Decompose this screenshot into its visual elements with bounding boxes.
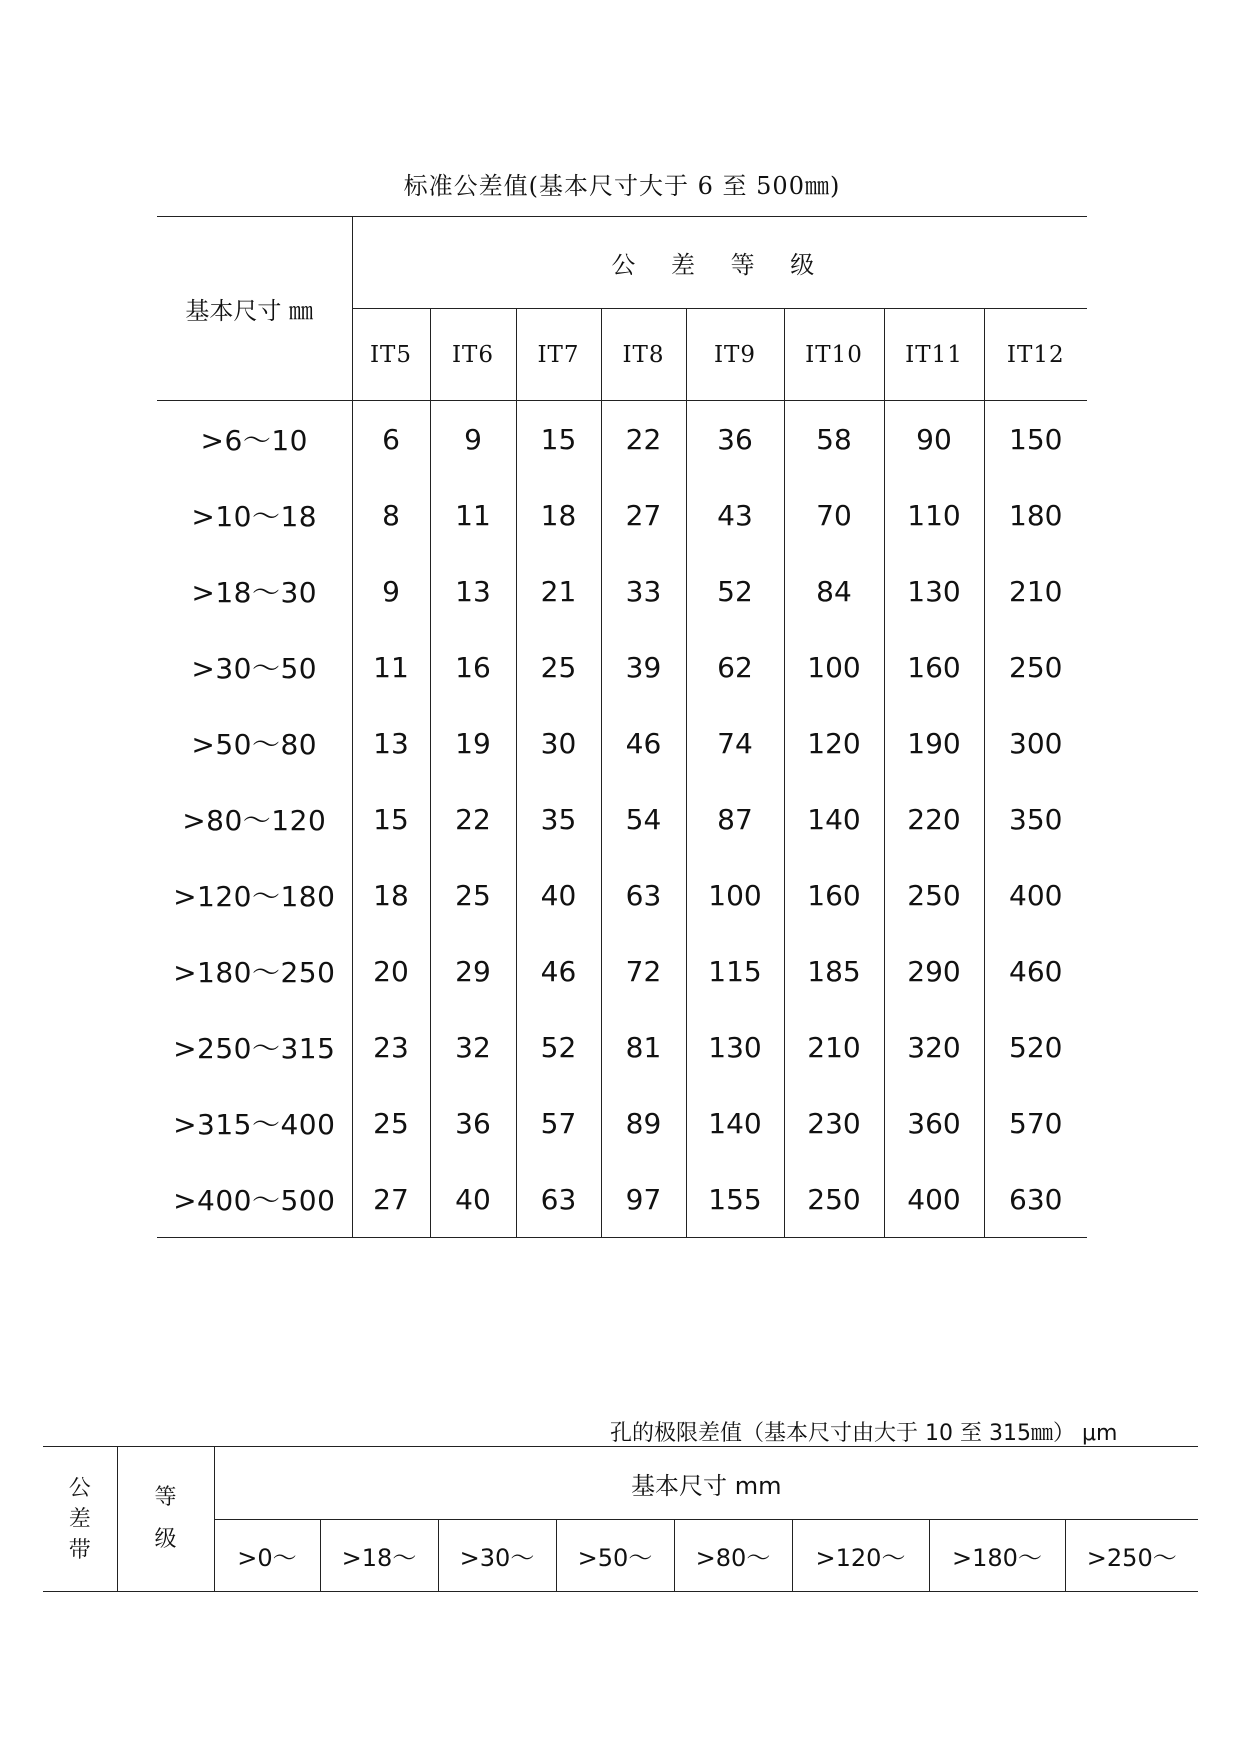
tolerance-value-cell: 210	[784, 1009, 884, 1085]
row-size-label: >250～315	[173, 1032, 336, 1065]
table-row	[157, 629, 1087, 705]
tolerance-value-cell: 21	[516, 553, 601, 629]
tolerance-value-cell: 360	[884, 1085, 984, 1161]
tolerance-value-cell: 23	[352, 1009, 430, 1085]
tolerance-value-cell: 400	[984, 857, 1087, 933]
tolerance-value-cell: 250	[784, 1161, 884, 1238]
tolerance-value-cell: 19	[430, 705, 516, 781]
row-size-label: >180～250	[173, 956, 336, 989]
tolerance-value-cell: 32	[430, 1009, 516, 1085]
row-size-label: >18～30	[191, 576, 318, 609]
table-row	[157, 477, 1087, 553]
tolerance-value-cell: 40	[430, 1161, 516, 1238]
tolerance-value-cell: 230	[784, 1085, 884, 1161]
tolerance-value-cell: 9	[430, 401, 516, 478]
tolerance-value-cell: 155	[686, 1161, 784, 1238]
tolerance-value-cell: 130	[884, 553, 984, 629]
row-size-label: >80～120	[182, 804, 327, 837]
tolerance-value-cell: 160	[884, 629, 984, 705]
size-range-header: >0～	[214, 1520, 320, 1592]
table2-title: 孔的极限差值（基本尺寸由大于 10 至 315㎜） μm	[610, 1421, 1118, 1446]
table-row	[157, 401, 1087, 478]
tolerance-value-cell: 84	[784, 553, 884, 629]
size-range-header: >30～	[438, 1520, 556, 1592]
table-row	[157, 933, 1087, 1009]
tolerance-value-cell: 210	[984, 553, 1087, 629]
tolerance-value-cell: 300	[984, 705, 1087, 781]
tolerance-value-cell: 63	[516, 1161, 601, 1238]
tolerance-value-cell: 150	[984, 401, 1087, 478]
tolerance-value-cell: 72	[601, 933, 686, 1009]
tolerance-value-cell: 52	[516, 1009, 601, 1085]
row-size-label: >30～50	[191, 652, 318, 685]
tolerance-value-cell: 220	[884, 781, 984, 857]
tolerance-band-header: 公 差 带	[43, 1447, 117, 1592]
row-size-label: >120～180	[173, 880, 336, 913]
basic-size-header: 基本尺寸 ㎜	[157, 217, 352, 401]
hole-limit-deviation-table	[43, 1446, 1198, 1592]
tolerance-value-cell: 250	[884, 857, 984, 933]
tolerance-value-cell: 9	[352, 553, 430, 629]
tolerance-value-cell: 25	[430, 857, 516, 933]
tolerance-value-cell: 63	[601, 857, 686, 933]
tolerance-value-cell: 100	[784, 629, 884, 705]
tolerance-value-cell: 630	[984, 1161, 1087, 1238]
tolerance-value-cell: 30	[516, 705, 601, 781]
tolerance-value-cell: 57	[516, 1085, 601, 1161]
tolerance-value-cell: 52	[686, 553, 784, 629]
table-row	[157, 553, 1087, 629]
tolerance-value-cell: 43	[686, 477, 784, 553]
tolerance-value-cell: 62	[686, 629, 784, 705]
tolerance-value-cell: 39	[601, 629, 686, 705]
row-size-label: >50～80	[191, 728, 318, 761]
tolerance-value-cell: 120	[784, 705, 884, 781]
tolerance-value-cell: 350	[984, 781, 1087, 857]
tolerance-value-cell: 18	[516, 477, 601, 553]
tolerance-table-body	[157, 401, 1087, 1238]
tolerance-value-cell: 25	[516, 629, 601, 705]
grade-header-it5: IT5	[352, 309, 430, 401]
tolerance-value-cell: 18	[352, 857, 430, 933]
table-row	[157, 781, 1087, 857]
tolerance-value-cell: 33	[601, 553, 686, 629]
size-range-header: >120～	[792, 1520, 929, 1592]
tolerance-value-cell: 16	[430, 629, 516, 705]
tolerance-value-cell: 40	[516, 857, 601, 933]
tolerance-value-cell: 36	[686, 401, 784, 478]
tolerance-value-cell: 180	[984, 477, 1087, 553]
grade-header-it8: IT8	[601, 309, 686, 401]
grade-header-it7: IT7	[516, 309, 601, 401]
tolerance-value-cell: 58	[784, 401, 884, 478]
tolerance-value-cell: 400	[884, 1161, 984, 1238]
tolerance-value-cell: 13	[352, 705, 430, 781]
size-range-header: >50～	[556, 1520, 674, 1592]
size-range-header: >18～	[320, 1520, 438, 1592]
tolerance-value-cell: 460	[984, 933, 1087, 1009]
tolerance-value-cell: 110	[884, 477, 984, 553]
tolerance-value-cell: 36	[430, 1085, 516, 1161]
tolerance-value-cell: 54	[601, 781, 686, 857]
tolerance-value-cell: 11	[430, 477, 516, 553]
tolerance-value-cell: 140	[686, 1085, 784, 1161]
tolerance-value-cell: 140	[784, 781, 884, 857]
standard-tolerance-table	[157, 216, 1087, 1238]
table1-title: 标准公差值(基本尺寸大于 6 至 500㎜)	[403, 172, 841, 200]
tolerance-value-cell: 29	[430, 933, 516, 1009]
size-range-header: >180～	[929, 1520, 1065, 1592]
tolerance-value-cell: 100	[686, 857, 784, 933]
tolerance-value-cell: 570	[984, 1085, 1087, 1161]
tolerance-value-cell: 15	[516, 401, 601, 478]
grade-header-it10: IT10	[784, 309, 884, 401]
tolerance-grade-header: 公 差 等 级	[352, 217, 1087, 309]
tolerance-value-cell: 8	[352, 477, 430, 553]
grade-header-it6: IT6	[430, 309, 516, 401]
tolerance-value-cell: 190	[884, 705, 984, 781]
row-size-label: >400～500	[157, 1161, 352, 1238]
grade-header-it11: IT11	[884, 309, 984, 401]
tolerance-value-cell: 46	[516, 933, 601, 1009]
table-row	[157, 857, 1087, 933]
tolerance-value-cell: 35	[516, 781, 601, 857]
row-size-label: >6～10	[200, 424, 308, 457]
tolerance-value-cell: 46	[601, 705, 686, 781]
tolerance-value-cell: 74	[686, 705, 784, 781]
tolerance-value-cell: 160	[784, 857, 884, 933]
tolerance-value-cell: 89	[601, 1085, 686, 1161]
table-row	[157, 1009, 1087, 1085]
tolerance-value-cell: 20	[352, 933, 430, 1009]
grade-header-it9: IT9	[686, 309, 784, 401]
tolerance-value-cell: 13	[430, 553, 516, 629]
tolerance-value-cell: 130	[686, 1009, 784, 1085]
size-range-header: >250～	[1065, 1520, 1198, 1592]
tolerance-value-cell: 520	[984, 1009, 1087, 1085]
row-size-label: >10～18	[191, 500, 318, 533]
table-row	[157, 705, 1087, 781]
tolerance-value-cell: 15	[352, 781, 430, 857]
row-size-label: >315～400	[173, 1108, 336, 1141]
tolerance-value-cell: 6	[352, 401, 430, 478]
tolerance-value-cell: 22	[601, 401, 686, 478]
tolerance-value-cell: 70	[784, 477, 884, 553]
tolerance-value-cell: 320	[884, 1009, 984, 1085]
basic-size-header-2: 基本尺寸 mm	[214, 1447, 1198, 1520]
tolerance-value-cell: 115	[686, 933, 784, 1009]
table-row	[157, 1085, 1087, 1161]
tolerance-value-cell: 97	[601, 1161, 686, 1238]
table-row	[157, 1161, 1087, 1238]
grade-header-it12: IT12	[984, 309, 1087, 401]
size-range-header: >80～	[674, 1520, 792, 1592]
tolerance-value-cell: 185	[784, 933, 884, 1009]
tolerance-value-cell: 87	[686, 781, 784, 857]
tolerance-value-cell: 22	[430, 781, 516, 857]
tolerance-value-cell: 11	[352, 629, 430, 705]
grade-header: 等 级	[117, 1447, 214, 1592]
tolerance-value-cell: 27	[352, 1161, 430, 1238]
tolerance-value-cell: 250	[984, 629, 1087, 705]
tolerance-value-cell: 25	[352, 1085, 430, 1161]
tolerance-value-cell: 290	[884, 933, 984, 1009]
tolerance-value-cell: 81	[601, 1009, 686, 1085]
tolerance-value-cell: 90	[884, 401, 984, 478]
tolerance-value-cell: 27	[601, 477, 686, 553]
